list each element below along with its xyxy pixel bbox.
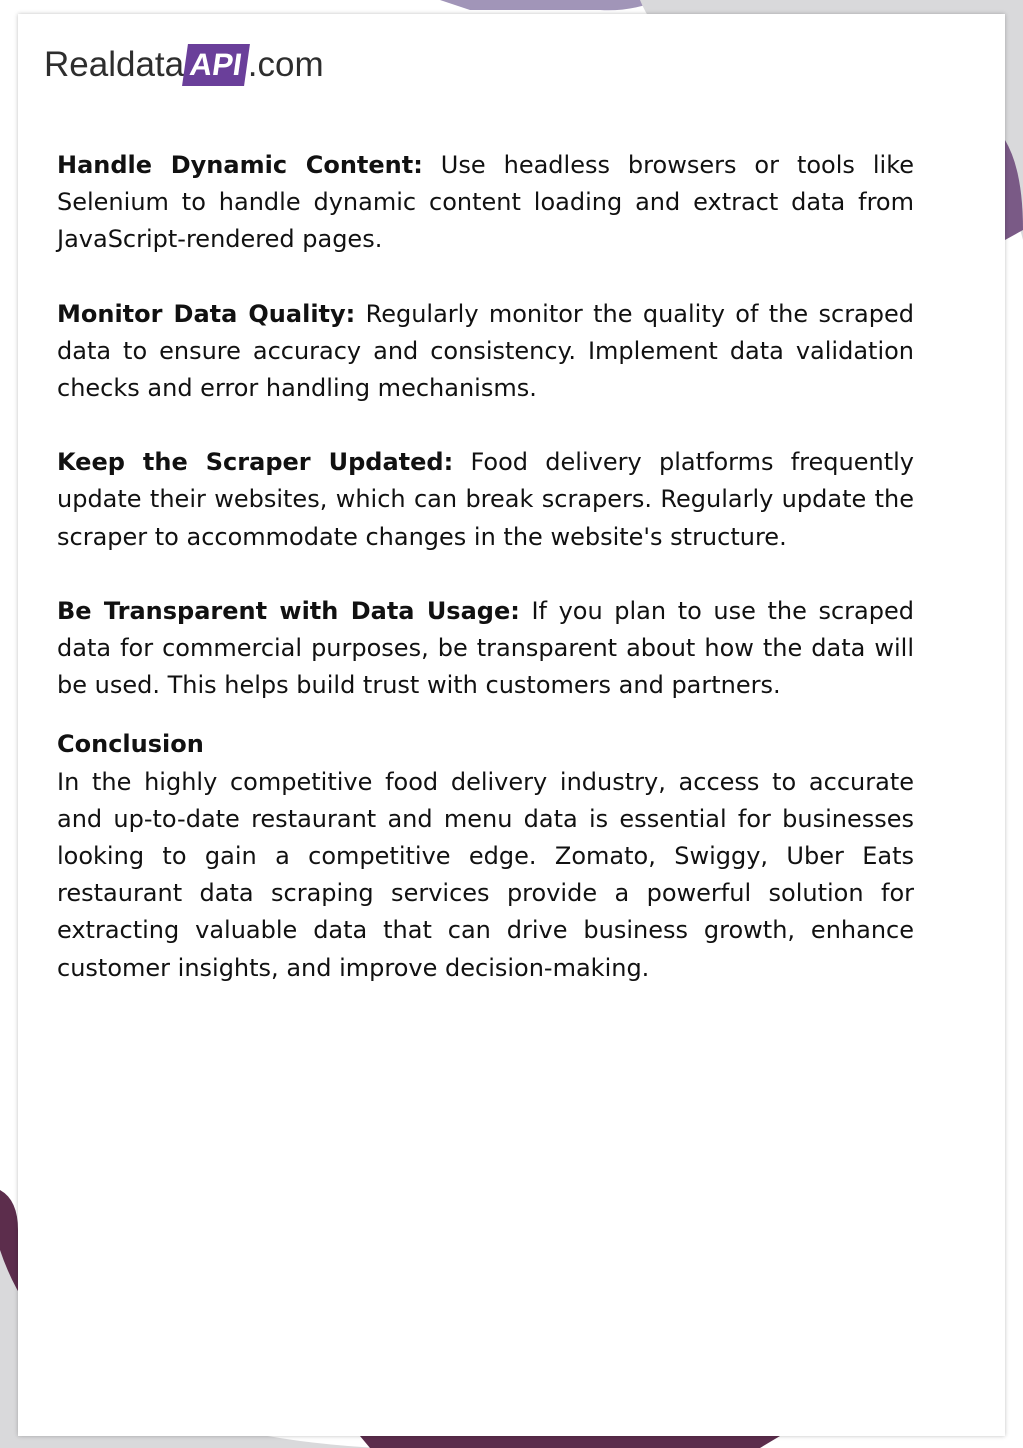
section-text: Food delivery platforms frequently update their websites, which can break scrapers. Regularly update the scraper to accommodate changes in the website's structure.	[57, 448, 914, 551]
section-be-transparent	[57, 593, 914, 705]
section-keep-scraper-updated	[57, 444, 914, 556]
section-monitor-data-quality	[57, 296, 914, 408]
document-body	[57, 147, 914, 987]
company-logo	[44, 40, 324, 90]
logo-api-badge: API	[182, 44, 250, 86]
section-text: Use headless browsers or tools like Selenium to handle dynamic content loading and extract data from JavaScript-rendered pages.	[57, 151, 914, 254]
logo-text-realdata: Realdata	[44, 45, 185, 84]
section-label: Monitor Data Quality:	[57, 299, 356, 328]
section-text: Regularly monitor the quality of the scraped data to ensure accuracy and consistency. Implement data validation checks and error handling mechanisms.	[57, 299, 915, 403]
section-text: If you plan to use the scraped data for commercial purposes, be transparent about how the data will be used. This helps build trust with customers and partners.	[57, 596, 914, 700]
logo-text-com: .com	[247, 45, 324, 84]
section-label: Keep the Scraper Updated:	[57, 448, 454, 477]
section-handle-dynamic-content	[57, 147, 914, 259]
conclusion-heading: Conclusion	[57, 730, 204, 759]
section-label: Be Transparent with Data Usage:	[57, 596, 520, 625]
conclusion-text: In the highly competitive food delivery industry, access to accurate and up-to-date restaurant and menu data is essential for businesses looking to gain a competitive edge. Zomato, Swiggy, Uber Eats restaurant data scraping services provide a powerful solution for extracting valuable data that can drive business growth, enhance customer insights, and improve decision-making.	[57, 767, 914, 982]
section-label: Handle Dynamic Content:	[57, 151, 423, 179]
